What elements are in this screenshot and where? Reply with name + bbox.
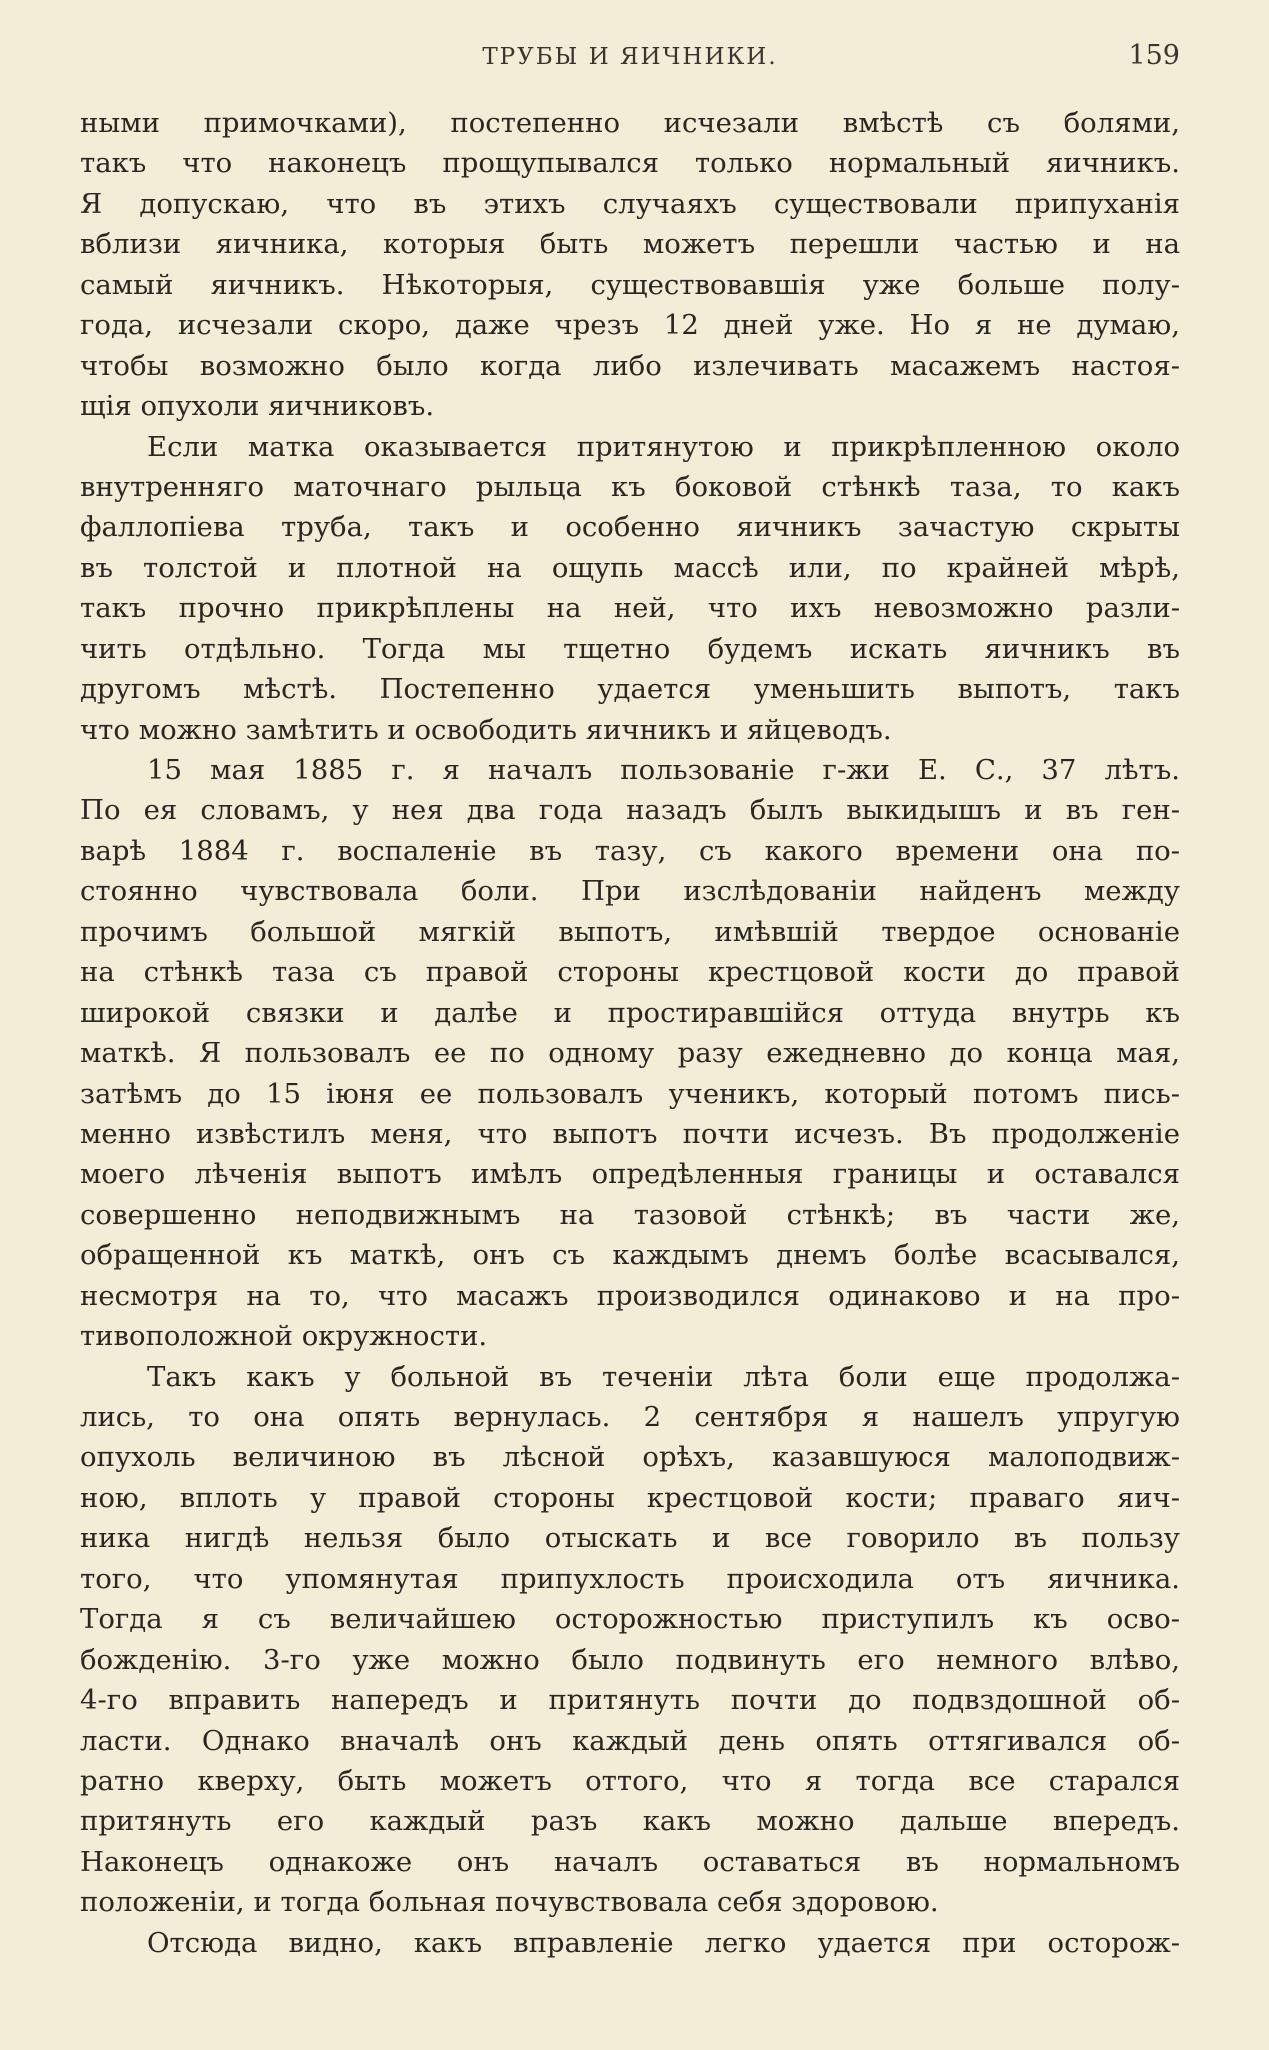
text-line: моего лѣченія выпотъ имѣлъ опредѣленныя границы и оставался	[80, 1158, 1180, 1191]
text-line: стоянно чувствовала боли. При изслѣдованіи найденъ между	[80, 875, 1180, 908]
text-line: въ толстой и плотной на ощупь массѣ или, по крайней мѣрѣ,	[80, 551, 1180, 584]
text-line: Если матка оказывается притянутою и прикрѣпленною около	[147, 430, 1180, 463]
text-line: Я допускаю, что въ этихъ случаяхъ существовали припуханія	[80, 187, 1180, 220]
text-line: 4-го вправить напередъ и притянуть почти до подвздошной об-	[80, 1684, 1180, 1717]
running-head	[80, 38, 1180, 78]
text-line: ною, вплоть у правой стороны крестцовой кости; праваго яич-	[80, 1481, 1180, 1514]
text-line: несмотря на то, что масажъ производился одинаково и на про-	[80, 1279, 1180, 1312]
text-line: положеніи, и тогда больная почувствовала себя здоровою.	[80, 1886, 939, 1919]
text-line: обращенной къ маткѣ, онъ съ каждымъ днемъ болѣе всасывался,	[80, 1239, 1180, 1272]
text-line: фаллопіева труба, такъ и особенно яичникъ зачастую скрыты	[80, 511, 1180, 544]
text-line: божденію. 3-го уже можно было подвинуть его немного влѣво,	[80, 1643, 1180, 1676]
text-line: опухоль величиною въ лѣсной орѣхъ, казавшуюся малоподвиж-	[80, 1441, 1180, 1474]
text-line: Отсюда видно, какъ вправленіе легко удается при осторож-	[147, 1926, 1180, 1959]
text-line: затѣмъ до 15 іюня ее пользовалъ ученикъ, который потомъ пись-	[80, 1077, 1180, 1110]
text-line: 15 мая 1885 г. я началъ пользованіе г-жи Е. С., 37 лѣтъ.	[147, 754, 1180, 786]
text-line: ника нигдѣ нельзя было отыскать и все говорило въ пользу	[80, 1522, 1180, 1555]
text-line: внутренняго маточнаго рыльца къ боковой стѣнкѣ таза, то какъ	[80, 470, 1180, 503]
text-line: тивоположной окружности.	[80, 1320, 488, 1353]
text-line: чить отдѣльно. Тогда мы тщетно будемъ искать яичникъ въ	[80, 632, 1180, 665]
text-line: широкой связки и далѣе и простиравшійся оттуда внутрь къ	[80, 996, 1180, 1029]
text-line: чтобы возможно было когда либо излечивать масажемъ настоя-	[80, 349, 1180, 382]
text-line: года, исчезали скоро, даже чрезъ 12 дней уже. Но я не думаю,	[80, 309, 1180, 342]
text-line: ными примочками), постепенно исчезали вмѣстѣ съ болями,	[80, 107, 1180, 139]
text-line: Наконецъ однакоже онъ началъ оставаться въ нормальномъ	[80, 1845, 1180, 1878]
text-line: на стѣнкѣ таза съ правой стороны крестцовой кости до правой	[80, 956, 1180, 989]
text-line: прочимъ большой мягкій выпотъ, имѣвшій твердое основаніе	[80, 915, 1180, 948]
text-line: варѣ 1884 г. воспаленіе въ тазу, съ какого времени она по-	[80, 834, 1180, 867]
text-line: щія опухоли яичниковъ.	[80, 390, 435, 423]
text-line: лись, то она опять вернулась. 2 сентября я нашелъ упругую	[80, 1401, 1180, 1433]
text-line: другомъ мѣстѣ. Постепенно удается уменьшить выпотъ, такъ	[80, 673, 1180, 706]
text-line: менно извѣстилъ меня, что выпотъ почти исчезъ. Въ продолженіе	[80, 1117, 1180, 1150]
text-line: притянуть его каждый разъ какъ можно дальше впередъ.	[80, 1805, 1180, 1838]
text-line: такъ прочно прикрѣплены на ней, что ихъ невозможно разли-	[80, 592, 1180, 625]
text-line: вблизи яичника, которыя быть можетъ перешли частью и на	[80, 228, 1180, 261]
text-line: того, что упомянутая припухлость происходила отъ яичника.	[80, 1562, 1180, 1595]
text-line: что можно замѣтить и освободить яичникъ и яйцеводъ.	[80, 713, 892, 746]
text-line: По ея словамъ, у нея два года назадъ былъ выкидышъ и въ ген-	[80, 794, 1180, 827]
page-number: 159	[1128, 40, 1180, 71]
text-line: Такъ какъ у больной въ теченіи лѣта боли еще продолжа-	[147, 1360, 1180, 1393]
body-text	[80, 103, 1180, 1963]
text-line: такъ что наконецъ прощупывался только нормальный яичникъ.	[80, 147, 1180, 180]
text-line: ласти. Однако вначалѣ онъ каждый день опять оттягивался об-	[80, 1724, 1180, 1757]
text-line: маткѣ. Я пользовалъ ее по одному разу ежедневно до конца мая,	[80, 1037, 1180, 1070]
text-line: Тогда я съ величайшею осторожностью приступилъ къ осво-	[80, 1603, 1180, 1636]
text-line: совершенно неподвижнымъ на тазовой стѣнкѣ; въ части же,	[80, 1198, 1180, 1231]
text-line: ратно кверху, быть можетъ оттого, что я тогда все старался	[80, 1764, 1180, 1797]
running-title: ТРУБЫ И ЯИЧНИКИ.	[482, 44, 778, 70]
text-line: самый яичникъ. Нѣкоторыя, существовавшія уже больше полу-	[80, 268, 1180, 301]
